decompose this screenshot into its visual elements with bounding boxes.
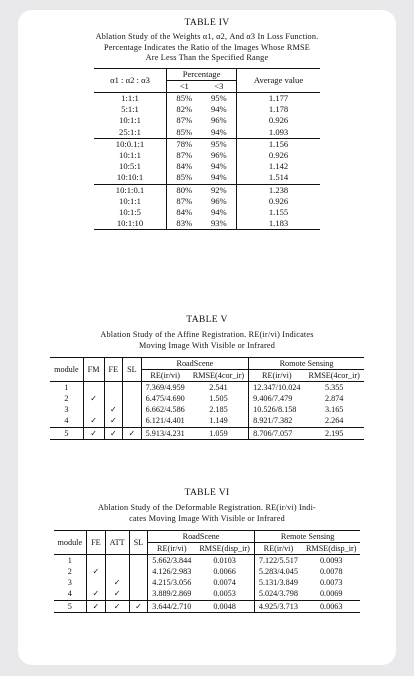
table-5 <box>50 357 364 440</box>
cell-ratio: 10:1:1 <box>94 196 167 207</box>
cell-lt1: 85% <box>167 172 202 184</box>
cell-module: 3 <box>54 577 87 588</box>
cell-module: 1 <box>54 555 87 567</box>
cell-lt1: 87% <box>176 115 193 126</box>
table-row <box>94 150 320 161</box>
cell-lt3: 92% <box>210 184 227 195</box>
cell-ratio: 10:1:1 <box>94 150 167 161</box>
cell-ratio: 10:1:5 <box>94 207 167 218</box>
cell-lt1: 80% <box>176 184 193 195</box>
cell-att <box>105 566 129 577</box>
cell-lt1: 85% <box>167 127 202 139</box>
cell-average: 1.156 <box>237 138 320 150</box>
cell-average: 1.142 <box>237 161 320 172</box>
caption-line: Are Less Than the Specified Range <box>145 53 269 62</box>
table-row <box>94 115 320 126</box>
column-header-fe: FE <box>104 358 123 382</box>
cell-module: 5 <box>54 600 87 612</box>
cell-re-remote: 10.526/8.158 <box>249 404 305 415</box>
group-header-roadscene: RoadScene <box>148 531 255 543</box>
cell-ratio: 1:1:1 <box>94 92 167 104</box>
column-header-re: RE(ir/vi) <box>141 370 189 382</box>
column-header-module: module <box>50 358 83 382</box>
caption-line: Moving Image With Visible or Infrared <box>138 340 276 350</box>
cell-sl <box>123 404 142 415</box>
cell-re-remote: 12.347/10.024 <box>249 382 305 394</box>
cell-average: 0.926 <box>237 115 320 126</box>
cell-rmse-road: 0.0053 <box>195 588 254 600</box>
column-header-percentage: Percentage <box>167 68 237 80</box>
cell-lt3: 95% <box>210 138 227 149</box>
cell-sl <box>123 415 142 427</box>
cell-rmse-remote: 2.264 <box>304 415 363 427</box>
table-4-block <box>18 17 396 230</box>
cell-ratio: 10:10:1 <box>94 172 167 184</box>
cell-rmse-remote: 0.0093 <box>319 556 343 566</box>
cell-re-remote: 4.925/3.713 <box>254 600 302 612</box>
column-header-rmse: RMSE(disp_ir) <box>302 543 361 555</box>
cell-lt1: 84% <box>176 161 193 172</box>
table-6-title: TABLE VI <box>184 487 230 498</box>
caption-line: cates Moving Image With Visible or Infrared <box>129 513 285 523</box>
cell-module: 2 <box>54 566 87 577</box>
cell-rmse-road: 0.0066 <box>213 567 236 577</box>
column-header-rmse: RMSE(4cor_ir) <box>189 370 249 382</box>
cell-sl <box>129 577 148 588</box>
cell-rmse-remote: 0.0069 <box>302 588 361 600</box>
cell-rmse-remote: 0.0078 <box>319 567 343 577</box>
cell-lt1: 87% <box>176 195 193 206</box>
cell-re-road: 3.889/2.869 <box>148 588 196 600</box>
column-header-fe: FE <box>87 531 106 555</box>
cell-lt1: 84% <box>176 206 193 217</box>
table-5-caption <box>18 330 396 351</box>
cell-att: ✓ <box>105 577 129 588</box>
cell-fm: ✓ <box>83 427 104 439</box>
caption-line: Ablation Study of the Affine Registration. RE(ir/vi) Indicates <box>100 330 314 339</box>
cell-fe: ✓ <box>104 404 123 415</box>
cell-average: 1.177 <box>237 92 320 104</box>
cell-re-remote: 8.921/7.382 <box>249 415 305 427</box>
table-5-block <box>18 314 396 440</box>
cell-lt1: 85% <box>176 92 193 103</box>
cell-average: 1.514 <box>237 172 320 184</box>
cell-re-remote: 8.706/7.057 <box>249 427 305 439</box>
cell-fe: ✓ <box>87 588 106 600</box>
table-row <box>94 196 320 207</box>
cell-lt3: 95% <box>210 92 227 103</box>
cell-re-remote: 5.024/3.798 <box>254 588 302 600</box>
cell-lt1: 83% <box>167 218 202 230</box>
table-row <box>94 218 320 230</box>
cell-lt3: 96% <box>210 115 227 126</box>
table-row <box>54 588 361 600</box>
cell-rmse-road: 1.059 <box>189 427 249 439</box>
table-row <box>94 104 320 115</box>
cell-att: ✓ <box>105 588 129 600</box>
table-row <box>50 415 364 427</box>
cell-module: 4 <box>54 588 87 600</box>
table-row <box>94 161 320 172</box>
table-4 <box>94 68 320 231</box>
cell-sl <box>129 555 148 567</box>
table-row <box>94 184 320 196</box>
cell-att <box>105 555 129 567</box>
cell-fm <box>83 382 104 394</box>
cell-ratio: 5:1:1 <box>94 104 167 115</box>
column-header-ratio: α1 : α2 : α3 <box>94 68 167 92</box>
cell-average: 0.926 <box>237 196 320 207</box>
column-header-sl: SL <box>123 358 142 382</box>
table-5-title: TABLE V <box>186 314 228 325</box>
cell-sl <box>129 588 148 600</box>
cell-re-road: 6.475/4.690 <box>145 394 185 404</box>
column-header-module: module <box>54 531 87 555</box>
column-header-lt1: <1 <box>167 80 202 92</box>
cell-fe <box>87 555 106 567</box>
cell-rmse-remote: 0.0063 <box>302 600 361 612</box>
cell-sl: ✓ <box>129 600 148 612</box>
cell-re-road: 7.369/4.959 <box>145 383 185 393</box>
column-header-re: RE(ir/vi) <box>148 543 196 555</box>
cell-rmse-remote: 2.195 <box>304 427 363 439</box>
cell-fe: ✓ <box>87 600 106 612</box>
cell-rmse-road: 0.0074 <box>213 578 236 588</box>
paper-page <box>18 10 396 665</box>
table-row <box>94 207 320 218</box>
cell-ratio: 10:1:1 <box>94 115 167 126</box>
cell-rmse-road: 2.541 <box>209 383 228 393</box>
cell-re-remote: 5.283/4.045 <box>254 566 302 577</box>
table-row <box>50 427 364 439</box>
table-6-block <box>18 487 396 613</box>
cell-re-road: 3.644/2.710 <box>148 600 196 612</box>
cell-re-road: 6.121/4.401 <box>141 415 189 427</box>
caption-line: Ablation Study of the Weights α1, α2, And α3 In Loss Function. <box>95 32 319 41</box>
cell-fe <box>104 382 123 394</box>
cell-rmse-remote: 0.0073 <box>319 578 343 588</box>
cell-lt1: 87% <box>176 149 193 160</box>
caption-line: Percentage Indicates the Ratio of the Images Whose RMSE <box>104 42 310 52</box>
table-6 <box>54 530 361 613</box>
cell-re-remote: 5.131/3.849 <box>254 577 302 588</box>
cell-re-road: 4.215/3.056 <box>152 578 192 588</box>
table-row <box>94 127 320 139</box>
cell-fm: ✓ <box>83 393 104 404</box>
table-row <box>54 600 361 612</box>
cell-re-road: 5.913/4.231 <box>141 427 189 439</box>
table-row <box>94 172 320 184</box>
cell-lt3: 94% <box>210 206 227 217</box>
column-header-att: ATT <box>105 531 129 555</box>
cell-lt1: 78% <box>176 138 193 149</box>
table-row <box>54 577 361 588</box>
table-4-caption <box>18 32 396 64</box>
cell-lt3: 93% <box>202 218 237 230</box>
table-row <box>54 555 361 567</box>
table-row <box>54 566 361 577</box>
cell-re-road: 4.126/2.983 <box>152 567 192 577</box>
cell-ratio: 10:1:10 <box>94 218 167 230</box>
table-6-caption <box>18 503 396 524</box>
cell-re-remote: 7.122/5.517 <box>254 555 302 567</box>
cell-lt1: 82% <box>176 104 193 115</box>
column-header-lt3: <3 <box>202 80 237 92</box>
cell-rmse-road: 1.149 <box>189 415 249 427</box>
table-row <box>50 393 364 404</box>
cell-rmse-road: 1.505 <box>209 394 228 404</box>
cell-module: 1 <box>50 382 83 394</box>
cell-ratio: 10:1:0.1 <box>94 184 167 196</box>
column-header-fm: FM <box>83 358 104 382</box>
table-4-title: TABLE IV <box>184 17 230 28</box>
table-row <box>50 404 364 415</box>
group-header-roadscene: RoadScene <box>141 358 249 370</box>
cell-rmse-road: 0.0103 <box>213 556 236 566</box>
cell-module: 4 <box>50 415 83 427</box>
cell-average: 1.178 <box>237 104 320 115</box>
cell-ratio: 10:0.1:1 <box>94 138 167 150</box>
cell-fe: ✓ <box>104 427 123 439</box>
table-row <box>50 382 364 394</box>
cell-sl <box>123 382 142 394</box>
column-header-rmse: RMSE(4cor_ir) <box>304 370 363 382</box>
cell-lt3: 96% <box>210 149 227 160</box>
cell-module: 2 <box>50 393 83 404</box>
cell-sl <box>129 566 148 577</box>
cell-fe <box>87 577 106 588</box>
cell-att: ✓ <box>105 600 129 612</box>
cell-average: 1.183 <box>237 218 320 230</box>
cell-average: 1.093 <box>237 127 320 139</box>
column-header-re: RE(ir/vi) <box>249 370 305 382</box>
column-header-rmse: RMSE(disp_ir) <box>195 543 254 555</box>
cell-sl <box>123 393 142 404</box>
cell-lt3: 94% <box>202 172 237 184</box>
cell-average: 0.926 <box>237 150 320 161</box>
cell-average: 1.238 <box>237 184 320 196</box>
cell-fm <box>83 404 104 415</box>
cell-lt3: 94% <box>210 104 227 115</box>
cell-average: 1.155 <box>237 207 320 218</box>
table-row <box>94 92 320 104</box>
column-header-average: Average value <box>237 68 320 92</box>
cell-rmse-remote: 3.165 <box>324 405 344 415</box>
cell-ratio: 25:1:1 <box>94 127 167 139</box>
cell-module: 5 <box>50 427 83 439</box>
cell-ratio: 10:5:1 <box>94 161 167 172</box>
cell-rmse-road: 0.0048 <box>195 600 254 612</box>
cell-fe: ✓ <box>87 566 106 577</box>
cell-lt3: 94% <box>202 127 237 139</box>
column-header-sl: SL <box>129 531 148 555</box>
cell-re-road: 6.662/4.586 <box>145 405 185 415</box>
cell-sl: ✓ <box>123 427 142 439</box>
cell-re-remote: 9.406/7.479 <box>249 393 305 404</box>
cell-lt3: 94% <box>210 161 227 172</box>
cell-fe <box>104 393 123 404</box>
cell-rmse-remote: 5.355 <box>324 383 344 393</box>
cell-fm: ✓ <box>83 415 104 427</box>
group-header-remote: Romote Sensing <box>249 358 364 370</box>
cell-rmse-remote: 2.874 <box>324 394 344 404</box>
group-header-remote: Remote Sensing <box>254 531 360 543</box>
cell-fe: ✓ <box>104 415 123 427</box>
cell-lt3: 96% <box>210 195 227 206</box>
cell-re-road: 5.662/3.844 <box>152 556 192 566</box>
caption-line: Ablation Study of the Deformable Registration. RE(ir/vi) Indi- <box>98 503 316 512</box>
cell-rmse-road: 2.185 <box>209 405 228 415</box>
cell-module: 3 <box>50 404 83 415</box>
column-header-re: RE(ir/vi) <box>254 543 302 555</box>
table-row <box>94 138 320 150</box>
